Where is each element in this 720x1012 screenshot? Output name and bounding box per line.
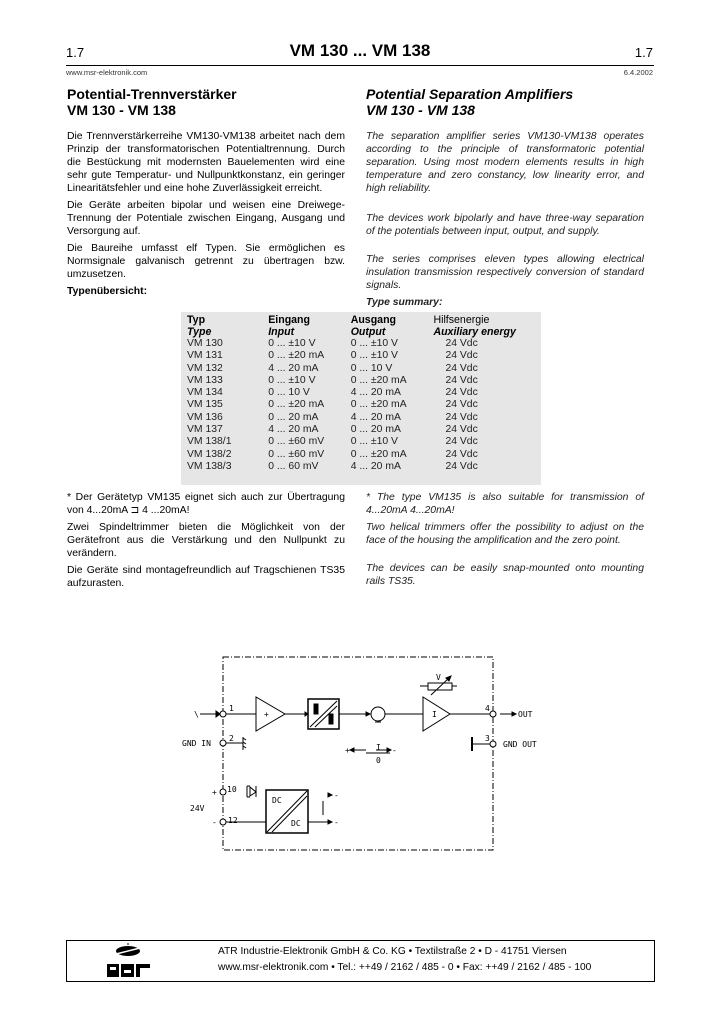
english-title <box>366 86 573 118</box>
english-summary-heading: Type summary: <box>366 297 443 308</box>
cell-output: 4 ... 20 mA <box>350 411 401 423</box>
cell-input: 0 ... 20 mA <box>268 411 319 423</box>
pin-3-label: 3 <box>485 734 490 743</box>
gnd-out-label: GND OUT <box>503 740 537 749</box>
cell-output: 0 ... ±10 V <box>350 350 398 362</box>
footer-company-address: ATR Industrie-Elektronik GmbH & Co. KG • Textilstraße 2 • D - 41751 Viersen <box>218 946 567 957</box>
cell-input: 0 ... ±20 mA <box>268 350 325 362</box>
table-row <box>187 363 541 375</box>
table-row <box>187 387 541 399</box>
atr-logo-icon <box>100 942 156 980</box>
cell-output: 0 ... ±20 mA <box>350 374 407 386</box>
table-row <box>187 375 541 387</box>
cell-energy: 24 Vdc <box>445 436 478 448</box>
german-notes <box>67 491 345 594</box>
table-row <box>187 399 541 411</box>
col-header-type-en: Type <box>187 326 212 338</box>
german-para-5: Die Geräte sind montagefreundlich auf Tragschienen TS35 aufzurasten. <box>67 565 345 589</box>
cell-output: 0 ... ±20 mA <box>350 448 407 460</box>
cell-energy: 24 Vdc <box>445 350 478 362</box>
col-header-type-de: Typ <box>187 314 206 326</box>
german-title-line2: VM 130 - VM 138 <box>67 102 176 118</box>
table-row <box>187 412 541 424</box>
english-para-1: The separation amplifier series VM130-VM138 operates according to the principle of transformatoric potential separation. Using most modern elements results in high temperature and zero constancy, low linearity error, and high reliability. <box>366 131 644 194</box>
german-para-3: Die Baureihe umfasst elf Typen. Sie ermöglichen es Normsignale galvanisch getrennt zu übertragen bzw. umzusetzen. <box>67 243 345 280</box>
table-row <box>187 449 541 461</box>
type-summary-table <box>181 312 541 485</box>
page-number-right: 1.7 <box>634 45 653 60</box>
cell-input: 4 ... 20 mA <box>268 362 319 374</box>
cell-input: 4 ... 20 mA <box>268 424 319 436</box>
cell-output: 4 ... 20 mA <box>350 387 401 399</box>
cell-energy: 24 Vdc <box>445 448 478 460</box>
col-header-input-de: Eingang <box>268 314 311 326</box>
cell-type: VM 136 <box>187 411 223 423</box>
col-header-output-de: Ausgang <box>350 314 397 326</box>
input-label: \ <box>194 710 199 719</box>
col-header-output-en: Output <box>350 326 386 338</box>
german-title <box>67 86 237 118</box>
terminal-10 <box>220 789 226 795</box>
header-divider <box>66 65 654 66</box>
table-row <box>187 338 541 350</box>
cell-energy: 24 Vdc <box>445 374 478 386</box>
english-para-4: Two helical trimmers offer the possibility to adjust on the face of the housing the amplification and the zero point. <box>366 522 644 546</box>
cell-type: VM 134 <box>187 387 223 399</box>
english-title-line2: VM 130 - VM 138 <box>366 102 475 118</box>
cell-output: 0 ... 10 V <box>350 362 393 374</box>
cell-output: 4 ... 20 mA <box>350 460 401 472</box>
terminal-12 <box>220 819 226 825</box>
english-footnote: * The type VM135 is also suitable for transmission of 4...20mA 4...20mA! <box>366 492 644 516</box>
terminal-1 <box>220 711 226 717</box>
zero-plus-label: + <box>345 746 350 755</box>
cell-input: 0 ... ±20 mA <box>268 399 325 411</box>
cell-energy: 24 Vdc <box>445 411 478 423</box>
zero-label: 0 <box>376 756 381 765</box>
table-row <box>187 461 541 473</box>
zero-top-label: I <box>376 743 381 752</box>
website-link[interactable]: www.msr-elektronik.com <box>66 68 148 77</box>
terminal-2 <box>220 740 226 746</box>
table-row <box>187 436 541 448</box>
pin-1-label: 1 <box>229 704 234 713</box>
cell-input: 0 ... ±10 V <box>268 374 316 386</box>
gnd-in-label: GND IN <box>182 739 211 748</box>
german-para-1: Die Trennverstärkerreihe VM130-VM138 arbeitet nach dem Prinzip der transformatorischen Potentialtrennung. Durch die Bestückung mit modernsten Bauelementen wird eine sehr gute Temperatur- und Nullpunktkonstanz, ein geringer Linearitätsfehler und eine hohe Zuverlässigkeit erreicht. <box>67 131 345 194</box>
german-intro <box>67 130 345 298</box>
col-header-input-en: Input <box>268 326 295 338</box>
cell-type: VM 133 <box>187 374 223 386</box>
zero-minus-label: - <box>392 746 397 755</box>
out-minus-label: - <box>334 818 339 827</box>
table-row <box>187 424 541 436</box>
cell-output: 0 ... 20 mA <box>350 424 401 436</box>
pin-12-label: 12 <box>228 816 238 825</box>
cell-energy: 24 Vdc <box>445 399 478 411</box>
english-intro <box>366 130 644 309</box>
cell-output: 0 ... ±10 V <box>350 436 398 448</box>
german-footnote: * Der Gerätetyp VM135 eignet sich auch zur Übertragung von 4...20mA ⊐ 4 ...20mA! <box>67 492 345 516</box>
german-title-line1: Potential-Trennverstärker <box>67 86 237 102</box>
supply-voltage-label: 24V <box>190 804 205 813</box>
pin-2-label: 2 <box>229 734 234 743</box>
german-summary-heading: Typenübersicht: <box>67 286 148 297</box>
cell-energy: 24 Vdc <box>445 424 478 436</box>
cell-input: 0 ... ±60 mV <box>268 436 325 448</box>
cell-energy: 24 Vdc <box>445 362 478 374</box>
table-row <box>187 350 541 362</box>
terminal-3 <box>490 741 496 747</box>
footer-contact: www.msr-elektronik.com • Tel.: ++49 / 2162 / 485 - 0 • Fax: ++49 / 2162 / 485 - 100 <box>218 962 592 973</box>
cell-input: 0 ... 60 mV <box>268 460 319 472</box>
cell-type: VM 138/3 <box>187 460 232 472</box>
dc-top-label: DC <box>272 796 282 805</box>
cell-output: 0 ... ±20 mA <box>350 399 407 411</box>
cell-type: VM 131 <box>187 350 223 362</box>
pin-4-label: 4 <box>485 704 490 713</box>
cell-type: VM 138/1 <box>187 436 232 448</box>
german-para-2: Die Geräte arbeiten bipolar und weisen eine Dreiwege-Trennung der Potentiale zwischen Eingang, Ausgang und Versorgung auf. <box>67 200 345 237</box>
block-diagram <box>170 650 550 860</box>
trimmer-label: V <box>436 673 441 682</box>
page-title: VM 130 ... VM 138 <box>289 41 431 60</box>
english-para-2: The devices work bipolarly and have three-way separation of the potentials between input, output, and supply. <box>366 213 644 237</box>
english-title-line1: Potential Separation Amplifiers <box>366 86 574 102</box>
supply-minus-label: - <box>212 818 217 827</box>
input-amplifier <box>256 697 285 731</box>
english-notes <box>366 491 644 592</box>
cell-energy: 24 Vdc <box>445 387 478 399</box>
cell-type: VM 137 <box>187 424 223 436</box>
cell-input: 0 ... ±60 mV <box>268 448 325 460</box>
english-para-3: The series comprises eleven types allowing electrical insulation transmission respectively conversion of standard signals. <box>366 254 644 291</box>
cell-type: VM 138/2 <box>187 448 232 460</box>
out-label: OUT <box>518 710 533 719</box>
german-para-4: Zwei Spindeltrimmer bieten die Möglichkeit von der Gerätefront aus die Verstärkung und den Nullpunkt zu verändern. <box>67 522 345 559</box>
document-date: 6.4.2002 <box>623 68 653 77</box>
out-plus-label: - <box>334 791 339 800</box>
amp2-sign: I <box>432 710 437 719</box>
supply-plus-label: + <box>212 788 217 797</box>
cell-output: 0 ... ±10 V <box>350 338 398 349</box>
cell-energy: 24 Vdc <box>445 460 478 472</box>
cell-type: VM 135 <box>187 399 223 411</box>
cell-type: VM 132 <box>187 362 223 374</box>
dc-bottom-label: DC <box>291 819 301 828</box>
terminal-4 <box>490 711 496 717</box>
cell-energy: 24 Vdc <box>445 338 478 349</box>
page-number-left: 1.7 <box>66 45 85 60</box>
col-header-energy-en: Auxiliary energy <box>433 326 516 338</box>
english-para-5: The devices can be easily snap-mounted onto mounting rails TS35. <box>366 563 644 587</box>
pin-10-label: 10 <box>227 785 237 794</box>
cell-type: VM 130 <box>187 338 223 349</box>
col-header-energy-de: Hilfsenergie <box>433 314 490 326</box>
demodulator <box>371 707 385 721</box>
cell-input: 0 ... 10 V <box>268 387 310 399</box>
amp1-sign: + <box>264 710 269 719</box>
cell-input: 0 ... ±10 V <box>268 338 316 349</box>
